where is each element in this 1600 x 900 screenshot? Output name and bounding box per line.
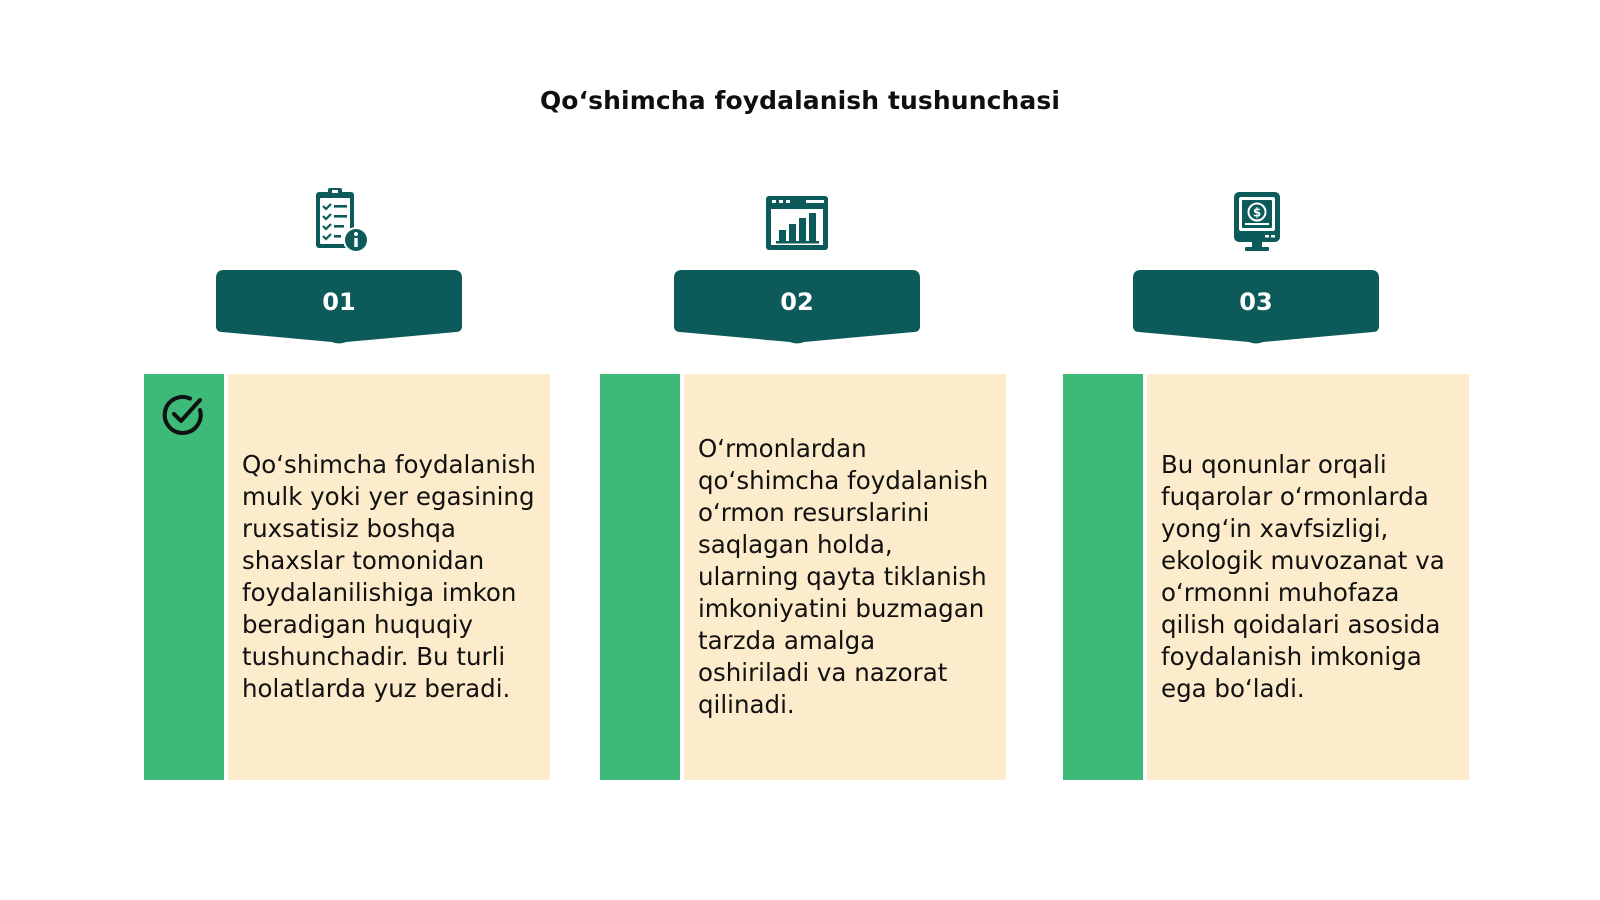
- card-text: Qo‘shimcha foydalanish mulk yoki yer egasining ruxsatisiz boshqa shaxslar tomonidan foydalanilishiga imkon beradigan huquqiy tushunchadir. Bu turli holatlarda yuz beradi.: [242, 450, 536, 703]
- card-body: [684, 374, 1006, 780]
- column-3-header: [1133, 186, 1379, 346]
- column-1-header: [216, 186, 462, 346]
- card-accent-bar: [144, 374, 224, 780]
- bar-chart-window-icon: [762, 186, 832, 256]
- card-3: [1063, 374, 1469, 780]
- svg-text:$: $: [1252, 205, 1262, 220]
- card-text: O‘rmonlardan qo‘shimcha foydalanish o‘rmon resurslarini saqlagan holda, ularning qayta tiklanish imkoniyatini buzmagan tarzda amalga oshiriladi va nazorat qilinadi.: [698, 434, 989, 719]
- card-accent-bar: [1063, 374, 1143, 780]
- step-number: 02: [780, 288, 814, 316]
- card-body: [228, 374, 550, 780]
- money-device-icon: [1221, 186, 1291, 256]
- step-badge-03: [1133, 270, 1379, 346]
- step-badge-02: [674, 270, 920, 346]
- step-number: 01: [322, 288, 356, 316]
- page-title: Qo‘shimcha foydalanish tushunchasi: [539, 86, 1061, 115]
- card-2: [600, 374, 1006, 780]
- step-number: 03: [1239, 288, 1273, 316]
- column-2-header: [674, 186, 920, 346]
- card-1: [144, 374, 550, 780]
- clipboard-checklist-info-icon: [304, 186, 374, 256]
- card-body: [1147, 374, 1469, 780]
- step-badge-01: [216, 270, 462, 346]
- card-accent-bar: [600, 374, 680, 780]
- card-text: Bu qonunlar orqali fuqarolar o‘rmonlarda yong‘in xavfsizligi, ekologik muvozanat va o‘rmonni muhofaza qilish qoidalari asosida foydalanish imkoniga ega bo‘ladi.: [1161, 450, 1445, 703]
- check-circle-icon: [160, 392, 206, 438]
